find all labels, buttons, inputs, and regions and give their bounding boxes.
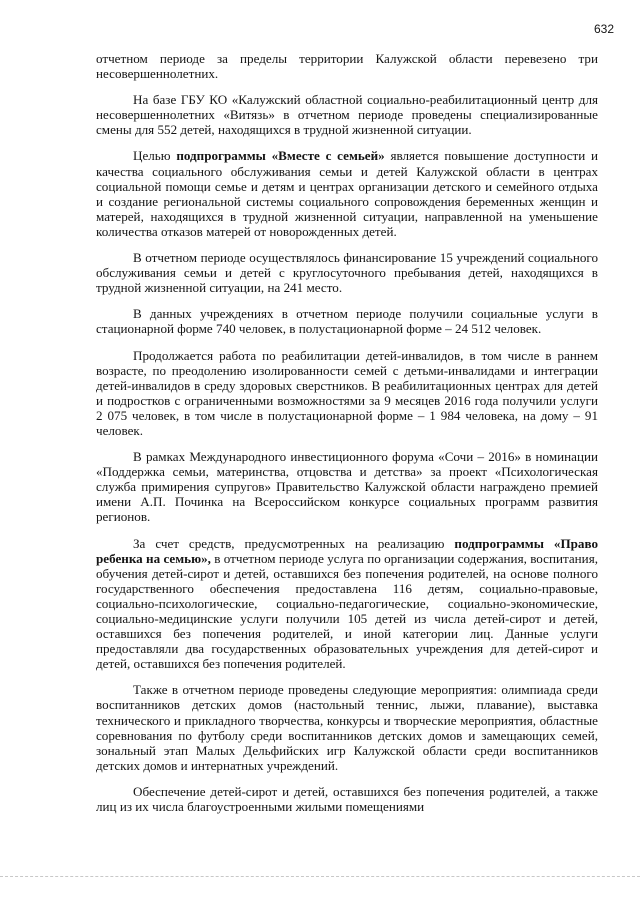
paragraph-7: В рамках Международного инвестиционного форума «Сочи – 2016» в номинации «Поддержка семьи, материнства, отцовства и детства» за проект «Психологическая служба примирения супругов» Правительство Калужской области награждено премией имени А.П. Починка на Всероссийском конкурсе социальных программ развития регионов. [96, 449, 598, 525]
paragraph-3 [96, 148, 598, 239]
paragraph-6: Продолжается работа по реабилитации детей-инвалидов, в том числе в раннем возрасте, по преодолению изолированности семей с детьми-инвалидами и интеграции детей-инвалидов в среду здоровых сверстников. В реабилитационных центрах для детей и подростков с ограниченными возможностями за 9 месяцев 2016 года получили услуги 2 075 человек, в том числе в полустационарной форме – 1 984 человека, на дому – 91 человек. [96, 347, 598, 438]
paragraph-3-lead: Целью [133, 148, 177, 164]
document-body [96, 51, 598, 825]
subprogram-together-with-family: подпрограммы «Вместе с семьей» [176, 148, 385, 164]
subprogram-child-right-to-family: подпрограммы «Право ребенка на семью», [96, 535, 598, 566]
paragraph-8-lead: За счет средств, предусмотренных на реализацию [133, 535, 455, 551]
paragraph-5: В данных учреждениях в отчетном периоде получили социальные услуги в стационарной форме 740 человек, в полустационарной форме – 24 512 человек. [96, 306, 598, 337]
paragraph-1: отчетном периоде за пределы территории Калужской области перевезено три несовершеннолетних. [96, 51, 598, 82]
paragraph-3-body: является повышение доступности и качества социального обслуживания семьи и детей Калужской области в центрах социальной помощи семье и детям и центрах организации детского и семейного отдыха и создание региональной системы социального сопровождения беременных женщин и матерей, находящихся в трудной жизненной ситуации, направленной на уменьшение количества отказов матерей от новорожденных детей. [96, 148, 598, 239]
paragraph-4: В отчетном периоде осуществлялось финансирование 15 учреждений социального обслуживания семьи и детей с круглосуточного пребывания детей, находящихся в трудной жизненной ситуации, на 241 место. [96, 250, 598, 296]
paragraph-2: На базе ГБУ КО «Калужский областной социально-реабилитационный центр для несовершеннолетних «Витязь» в отчетном периоде проведены специализированные смены для 552 детей, находящихся в трудной жизненной ситуации. [96, 92, 598, 138]
paragraph-8 [96, 536, 598, 672]
paragraph-9: Также в отчетном периоде проведены следующие мероприятия: олимпиада среди воспитанников детских домов (настольный теннис, лыжи, плавание), выставка технического и прикладного творчества, конкурсы и творческие мероприятия, областные соревнования по футболу среди воспитанников детских домов и замещающих семей, зональный этап Малых Дельфийских игр Калужской области среди воспитанников детских домов и интернатных учреждений. [96, 682, 598, 773]
paragraph-10: Обеспечение детей-сирот и детей, оставшихся без попечения родителей, а также лиц из их числа благоустроенными жилыми помещениями [96, 783, 598, 815]
scan-edge-artifact [0, 874, 640, 877]
page-number: 632 [593, 22, 614, 36]
paragraph-8-body: в отчетном периоде услуга по организации содержания, воспитания, обучения детей-сирот и детей, оставшихся без попечения родителей, на основе полного государственного обеспечения предоставлена 116 детям, социально-правовые, социально-психологические, социально-педагогические, социально-экономические, социально-медицинские услуги получили 105 детей из числа детей-сирот и детей, оставшихся без попечения родителей, и иной категории лиц. Данные услуги предоставляли два государственных образовательных учреждения для детей-сирот и детей, оставшихся без попечения родителей. [96, 550, 598, 672]
